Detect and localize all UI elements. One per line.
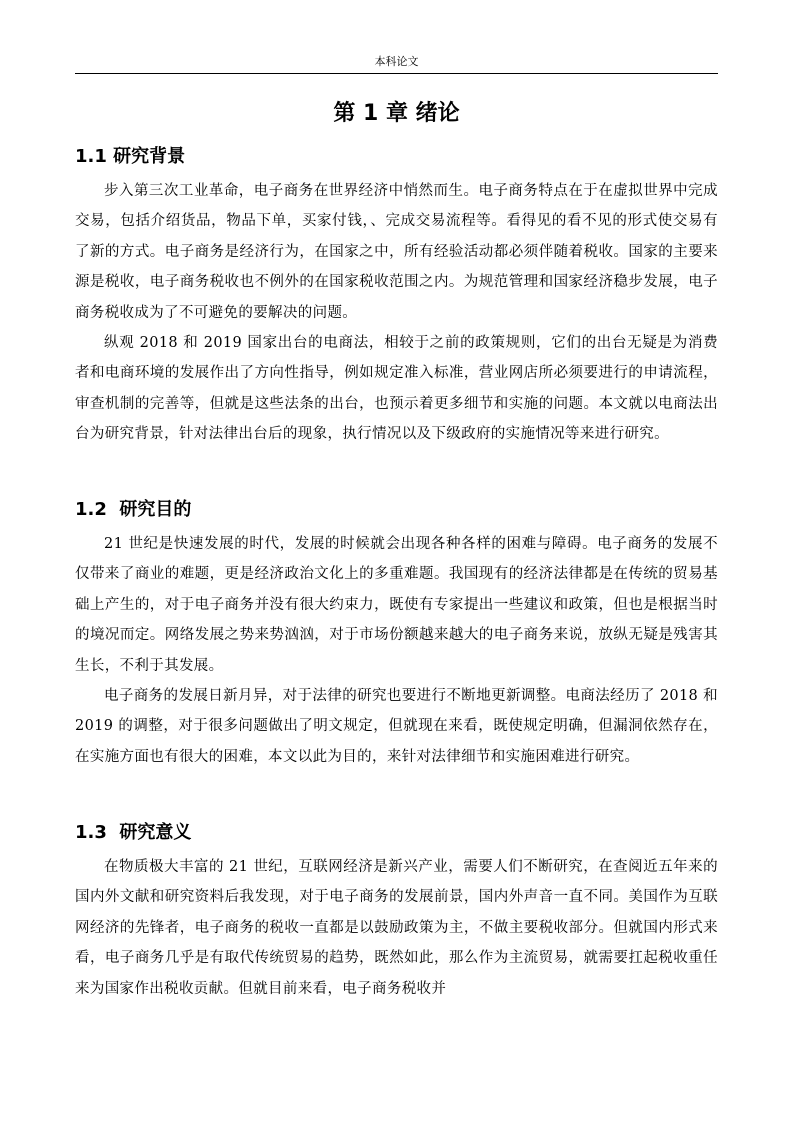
header-rule xyxy=(75,73,718,74)
paragraph: 步入第三次工业革命，电子商务在世界经济中悄然而生。电子商务特点在于在虚拟世界中完成交易，包括介绍货品，物品下单，买家付钱，、完成交易流程等。看得见的看不见的形式使交易有了新的方式。电子商务是经济行为，在国家之中，所有经验活动都必须伴随着税收。国家的主要来源是税收，电子商务税收也不例外的在国家税收范围之内。为规范管理和国家经济稳步发展，电子商务税收成为了不可避免的要解决的问题。 xyxy=(75,183,718,321)
section-heading: 1.1 研究背景 xyxy=(75,146,186,167)
paragraph: 纵观 2018 和 2019 国家出台的电商法，相较于之前的政策规则，它们的出台无疑是为消费者和电商环境的发展作出了方向性指导，例如规定准入标准，营业网店所必须要进行的申请流程，审查机制的完善等，但就是这些法条的出台，也预示着更多细节和实施的问题。本文就以电商法出台为研究背景，针对法律出台后的现象，执行情况以及下级政府的实施情况等来进行研究。 xyxy=(75,335,718,443)
running-header: 本科论文 xyxy=(374,55,419,68)
section-purpose xyxy=(75,497,718,772)
paragraph: 在物质极大丰富的 21 世纪，互联网经济是新兴产业，需要人们不断研究，在查阅近五年来的国内外文献和研究资料后我发现，对于电子商务的发展前景，国内外声音一直不同。美国作为互联网经济的先锋者，电子商务的税收一直都是以鼓励政策为主，不做主要税收部分。但就国内形式来看，电子商务几乎是有取代传统贸易的趋势，既然如此，那么作为主流贸易，就需要扛起税收重任来为国家作出税收贡献。但就目前来看，电子商务税收并 xyxy=(75,859,718,997)
chapter-title: 第 1 章 绪论 xyxy=(333,101,460,126)
section-heading: 1.2 研究目的 xyxy=(75,499,192,520)
section-significance xyxy=(75,820,718,1004)
section-heading: 1.3 研究意义 xyxy=(75,822,192,843)
paragraph: 21 世纪是快速发展的时代，发展的时候就会出现各种各样的困难与障碍。电子商务的发展不仅带来了商业的难题，更是经济政治文化上的多重难题。我国现有的经济法律都是在传统的贸易基础上产生的，对于电子商务并没有很大约束力，既使有专家提出一些建议和政策，但也是根据当时的境况而定。网络发展之势来势汹汹，对于市场份额越来越大的电子商务来说，放纵无疑是残害其生长，不利于其发展。 xyxy=(75,536,718,674)
paragraph: 电子商务的发展日新月异，对于法律的研究也要进行不断地更新调整。电商法经历了 2018 和 2019 的调整，对于很多问题做出了明文规定，但就现在来看，既使规定明确，但漏洞依然存在，在实施方面也有很大的困难，本文以此为目的，来针对法律细节和实施困难进行研究。 xyxy=(75,688,718,765)
section-background xyxy=(75,144,718,450)
